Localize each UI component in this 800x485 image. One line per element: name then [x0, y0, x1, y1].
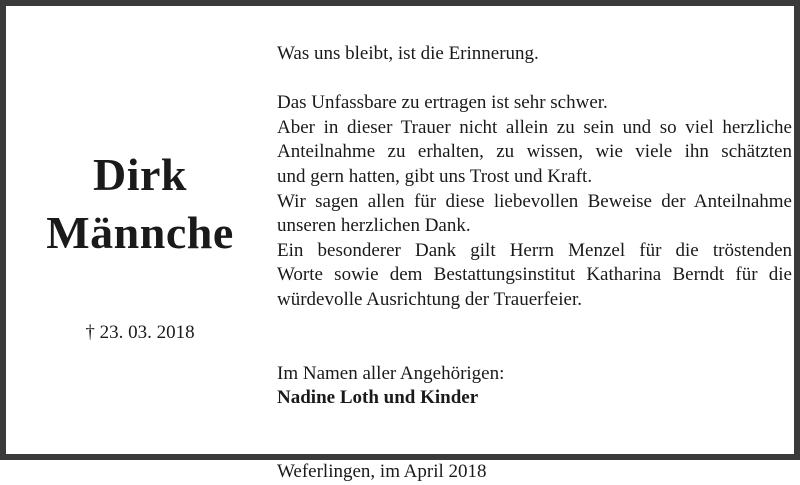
message-body: [277, 42, 792, 485]
message-line: Das Unfassbare zu ertragen ist sehr schwer.: [277, 92, 608, 114]
message-line: Wir sagen allen für diese liebevollen Beweise der Anteilnahme: [277, 190, 792, 212]
message-line: Aber in dieser Trauer nicht allein zu sein und so viel herzliche: [277, 116, 792, 138]
death-date: † 23. 03. 2018: [85, 322, 195, 343]
message-line: Ein besonderer Dank gilt Herrn Menzel für die tröstenden: [277, 239, 792, 261]
deceased-first-name: Dirk: [93, 149, 187, 200]
message-line: und gern hatten, gibt uns Trost und Kraft.: [277, 165, 593, 187]
signature-intro: Im Namen aller Angehörigen:: [277, 362, 505, 384]
signature-names: Nadine Loth und Kinder: [277, 387, 479, 409]
message-line: unseren herzlichen Dank.: [277, 215, 471, 237]
deceased-name: [20, 146, 260, 262]
opening-line: Was uns bleibt, ist die Erinnerung.: [277, 43, 539, 64]
place-date: Weferlingen, im April 2018: [277, 461, 487, 483]
message-line: Worte sowie dem Bestattungsinstitut Katharina Berndt für die: [277, 264, 792, 286]
message-line: würdevolle Ausrichtung der Trauerfeier.: [277, 288, 582, 310]
deceased-last-name: Männche: [46, 207, 234, 258]
message-line: Anteilnahme zu erhalten, zu wissen, wie viele ihn schätzten: [277, 141, 792, 163]
